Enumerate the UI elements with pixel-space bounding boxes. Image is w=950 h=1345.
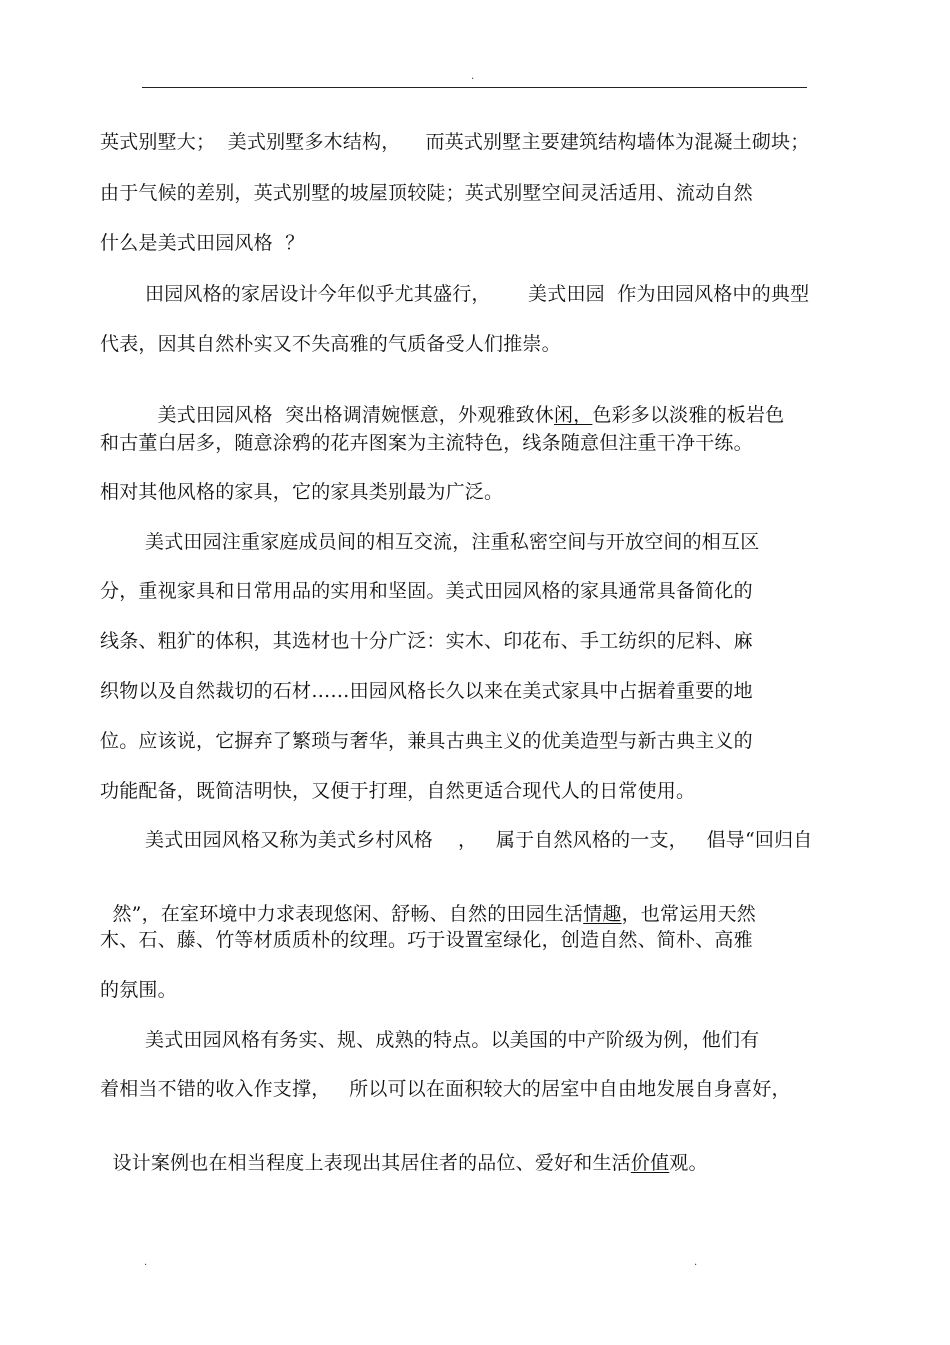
footer-dot-right: . — [694, 1257, 698, 1268]
header-rule — [142, 87, 807, 88]
line-21 — [100, 1127, 708, 1175]
line-6-post: 色彩多以淡雅的板岩色 — [592, 404, 785, 426]
line-16-pre: 然”，在室环境中力求表现悠闲、舒畅、自然的田园生活 — [112, 903, 584, 925]
line-14: 功能配备，既简洁明快，又便于打理，自然更适合现代人的日常使用。 — [100, 780, 696, 802]
line-1: 英式别墅大； 美式别墅多木结构， 而英式别墅主要建筑结构墙体为混凝土砌块； — [100, 131, 810, 153]
line-7: 和古董白居多，随意涂鸦的花卉图案为主流特色，线条随意但注重干净干练。 — [100, 432, 753, 454]
line-17: 木、石、藤、竹等材质质朴的纹理。巧于设置室绿化，创造自然、简朴、高雅 — [100, 929, 753, 951]
line-4: 田园风格的家居设计今年似乎尤其盛行， 美式田园 作为田园风格中的典型 — [145, 283, 810, 305]
line-21-underlined: 价值 — [630, 1152, 670, 1174]
line-3: 什么是美式田园风格 ？ — [100, 232, 305, 254]
line-10: 分，重视家具和日常用品的实用和坚固。美式田园风格的家具通常具备简化的 — [100, 580, 753, 602]
line-9: 美式田园注重家庭成员间的相互交流，注重私密空间与开放空间的相互区 — [145, 531, 760, 553]
line-13: 位。应该说，它摒弃了繁琐与奢华，兼具古典主义的优美造型与新古典主义的 — [100, 730, 753, 752]
line-16-post: ，也常运用天然 — [621, 903, 757, 925]
footer-dot-left: . — [144, 1257, 148, 1268]
line-20: 着相当不错的收入作支撑， 所以可以在面积较大的居室中自由地发展自身喜好， — [100, 1078, 791, 1100]
line-8: 相对其他风格的家具，它的家具类别最为广泛。 — [100, 481, 504, 503]
header-dot: . — [471, 71, 475, 82]
line-6-underlined: 闲， — [553, 404, 593, 426]
line-16 — [100, 878, 756, 926]
line-19: 美式田园风格有务实、规、成熟的特点。以美国的中产阶级为例，他们有 — [145, 1029, 760, 1051]
line-6 — [145, 379, 784, 427]
line-15: 美式田园风格又称为美式乡村风格 ， 属于自然风格的一支， 倡导“回归自 — [145, 829, 813, 851]
line-21-pre: 设计案例也在相当程度上表现出其居住者的品位、爱好和生活 — [112, 1152, 631, 1174]
line-5: 代表，因其自然朴实又不失高雅的气质备受人们推崇。 — [100, 333, 561, 355]
line-18: 的氛围。 — [100, 979, 177, 1001]
line-21-post: 观。 — [669, 1152, 708, 1174]
line-16-underlined: 情趣 — [583, 903, 622, 925]
line-6-pre: 美式田园风格 突出格调清婉惬意，外观雅致休 — [157, 404, 554, 426]
line-12: 织物以及自然裁切的石材……田园风格长久以来在美式家具中占据着重要的地 — [100, 680, 753, 702]
line-2: 由于气候的差别，英式别墅的坡屋顶较陡；英式别墅空间灵活适用、流动自然 — [100, 182, 753, 204]
line-11: 线条、粗犷的体积，其选材也十分广泛：实木、印花布、手工纺织的尼料、麻 — [100, 630, 753, 652]
